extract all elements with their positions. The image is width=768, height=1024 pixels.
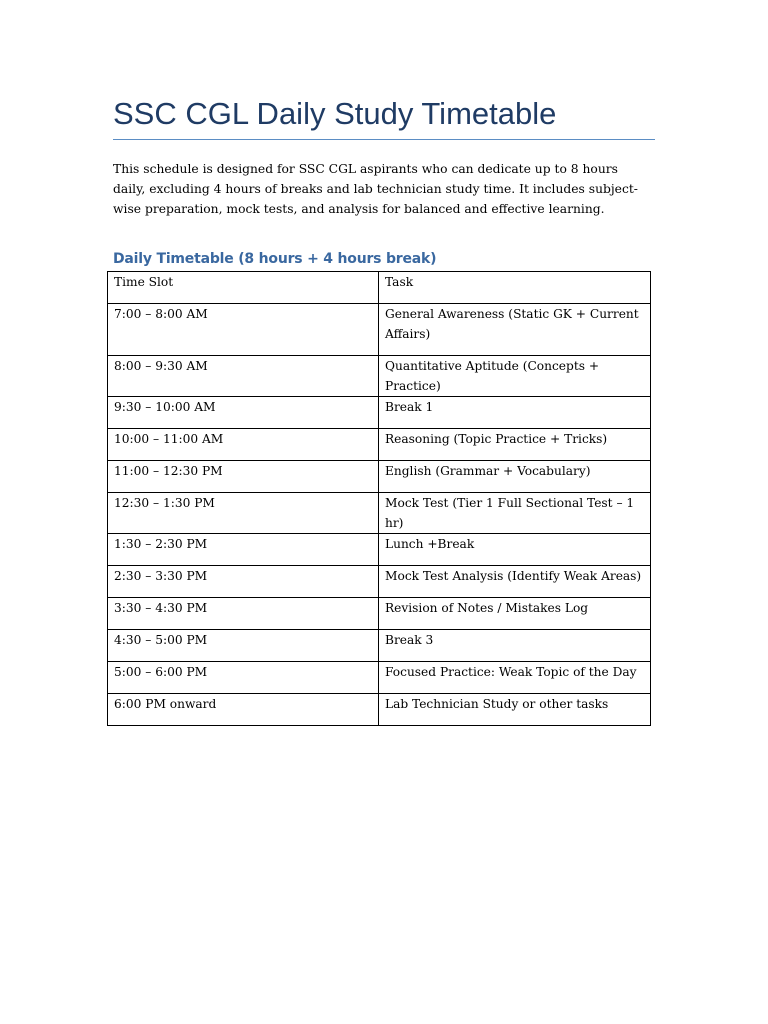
time-slot-cell: 5:00 – 6:00 PM (108, 662, 379, 694)
task-cell: Lab Technician Study or other tasks (379, 694, 651, 726)
table-row (108, 429, 651, 461)
time-slot-cell: 3:30 – 4:30 PM (108, 598, 379, 630)
task-cell: General Awareness (Static GK + Current Affairs) (379, 304, 651, 356)
time-slot-cell: 7:00 – 8:00 AM (108, 304, 379, 356)
time-slot-cell: 9:30 – 10:00 AM (108, 397, 379, 429)
table-row (108, 493, 651, 534)
task-cell: Revision of Notes / Mistakes Log (379, 598, 651, 630)
table-row (108, 397, 651, 429)
page-title: SSC CGL Daily Study Timetable (113, 96, 557, 131)
task-cell: Break 1 (379, 397, 651, 429)
intro-paragraph: This schedule is designed for SSC CGL aspirants who can dedicate up to 8 hours daily, excluding 4 hours of breaks and lab technician study time. It includes subject-wise preparation, mock tests, and analysis for balanced and effective learning. (113, 162, 638, 216)
title-underline (113, 139, 655, 140)
time-slot-cell: 11:00 – 12:30 PM (108, 461, 379, 493)
time-slot-cell: 6:00 PM onward (108, 694, 379, 726)
header-task: Task (379, 272, 651, 304)
table-row (108, 304, 651, 356)
table-row (108, 566, 651, 598)
task-cell: Mock Test Analysis (Identify Weak Areas) (379, 566, 651, 598)
table-row (108, 356, 651, 397)
timetable (107, 271, 651, 726)
table-row (108, 598, 651, 630)
task-cell: Lunch +Break (379, 534, 651, 566)
task-cell: Focused Practice: Weak Topic of the Day (379, 662, 651, 694)
task-cell: Break 3 (379, 630, 651, 662)
table-row (108, 534, 651, 566)
table-header-row (108, 272, 651, 304)
table-row (108, 662, 651, 694)
task-cell: Quantitative Aptitude (Concepts + Practice) (379, 356, 651, 397)
time-slot-cell: 1:30 – 2:30 PM (108, 534, 379, 566)
task-cell: English (Grammar + Vocabulary) (379, 461, 651, 493)
time-slot-cell: 2:30 – 3:30 PM (108, 566, 379, 598)
table-row (108, 694, 651, 726)
time-slot-cell: 10:00 – 11:00 AM (108, 429, 379, 461)
table-row (108, 461, 651, 493)
time-slot-cell: 12:30 – 1:30 PM (108, 493, 379, 534)
time-slot-cell: 8:00 – 9:30 AM (108, 356, 379, 397)
header-time-slot: Time Slot (108, 272, 379, 304)
section-heading: Daily Timetable (8 hours + 4 hours break) (113, 251, 437, 267)
task-cell: Reasoning (Topic Practice + Tricks) (379, 429, 651, 461)
task-cell: Mock Test (Tier 1 Full Sectional Test – 1 hr) (379, 493, 651, 534)
time-slot-cell: 4:30 – 5:00 PM (108, 630, 379, 662)
table-row (108, 630, 651, 662)
